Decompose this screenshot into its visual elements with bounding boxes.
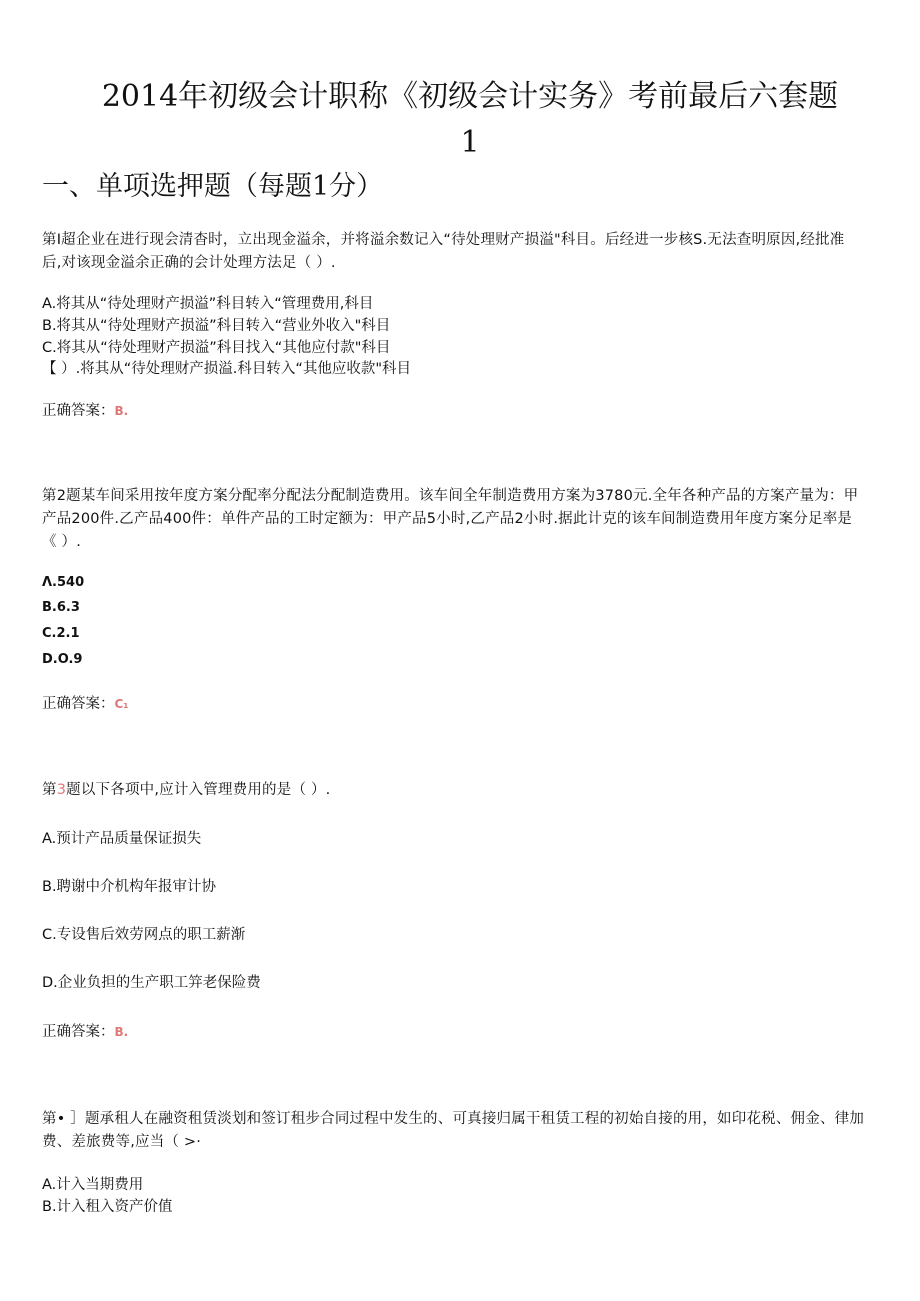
question-3-prefix: 第 <box>42 782 57 798</box>
question-1-answer <box>42 400 128 422</box>
question-1-option-b: B.将其从“待处理财产损溢”科目转入“营业外收入"科目 <box>42 318 391 334</box>
question-3-option-d: D.企业负担的生产职工笄老保险费 <box>42 975 261 991</box>
question-1-option-a: A.将其从“待处理财产损溢”科目转入“管理费用,科目 <box>42 296 374 312</box>
answer-value: C₁ <box>114 697 129 711</box>
question-2-option-c: C.2.1 <box>42 626 80 641</box>
question-3-number: 3 <box>56 782 67 798</box>
question-3-line-1: 题以下各项中,应计入管理费用的是（ ）. <box>66 782 331 798</box>
section-heading: 一、单项选押题（每题1分） <box>42 171 384 202</box>
question-4-text <box>42 1108 902 1154</box>
question-1-option-c: C.将其从“待处理财产损溢”科目找入“其他应付款"科目 <box>42 340 391 356</box>
question-3-text <box>42 779 902 802</box>
question-2-answer <box>42 693 129 715</box>
question-2-line-2: 产品200件.乙产品400件：单件产品的工时定额为：甲产品5小时,乙产品2小时.据此计克的该车间制造费用年度方案分足率是 <box>42 511 853 527</box>
answer-label: 正确答案： <box>42 696 115 712</box>
answer-label: 正确答案： <box>42 403 115 419</box>
question-1-text <box>42 229 902 275</box>
question-2-option-b: B.6.3 <box>42 600 80 615</box>
question-4-line-1: 第• ］题承租人在融资租赁淡划和签订租步合同过程中发生的、可真接归属干租赁工程的初始自接的用，如印花税、佣金、律加 <box>42 1111 865 1127</box>
question-3-option-a: A.预计产品质量保证损失 <box>42 831 202 847</box>
answer-value: B. <box>114 1025 129 1039</box>
question-4-line-2: 费、差旅费等,应当（ >· <box>42 1134 202 1150</box>
question-3-option-b: B.聘谢中介机构年报审计协 <box>42 879 217 895</box>
title-line-1: 2014年初级会计职称《初级会计实务》考前最后六套题 <box>101 79 839 114</box>
question-2-option-d: D.O.9 <box>42 652 83 667</box>
answer-value: B. <box>114 404 129 418</box>
question-1-line-1: 第I超企业在进行现会清杳时，立出现金溢余，并将溢余数记入“待处理财产损溢"科目。后经进一步核S.无法查明原因,经批准 <box>42 232 845 248</box>
question-3-answer <box>42 1021 128 1043</box>
question-2-line-3: 《 ）. <box>42 534 82 550</box>
question-2-text <box>42 485 902 554</box>
document-title <box>60 74 880 166</box>
question-2-option-a: Λ.540 <box>42 575 85 590</box>
question-1-line-2: 后,对该现金溢余正确的会计处理方法足（ ）. <box>42 255 336 271</box>
question-1-option-d: 【 ）.将其从“待处理财产损溢.科目转入“其他应收款"科目 <box>42 361 412 377</box>
question-4-option-a: A.计入当期费用 <box>42 1177 144 1193</box>
title-line-2: 1 <box>460 125 480 160</box>
question-3-option-c: C.专设售后效劳网点的职工薪渐 <box>42 927 246 943</box>
question-2-line-1: 第2题某车间采用按年度方案分配率分配法分配制造费用。该车间全年制造费用方案为3780元.全年各种产品的方案产量为：甲 <box>42 488 859 504</box>
question-4-option-b: B.计入租入资产价值 <box>42 1199 173 1215</box>
answer-label: 正确答案： <box>42 1024 115 1040</box>
